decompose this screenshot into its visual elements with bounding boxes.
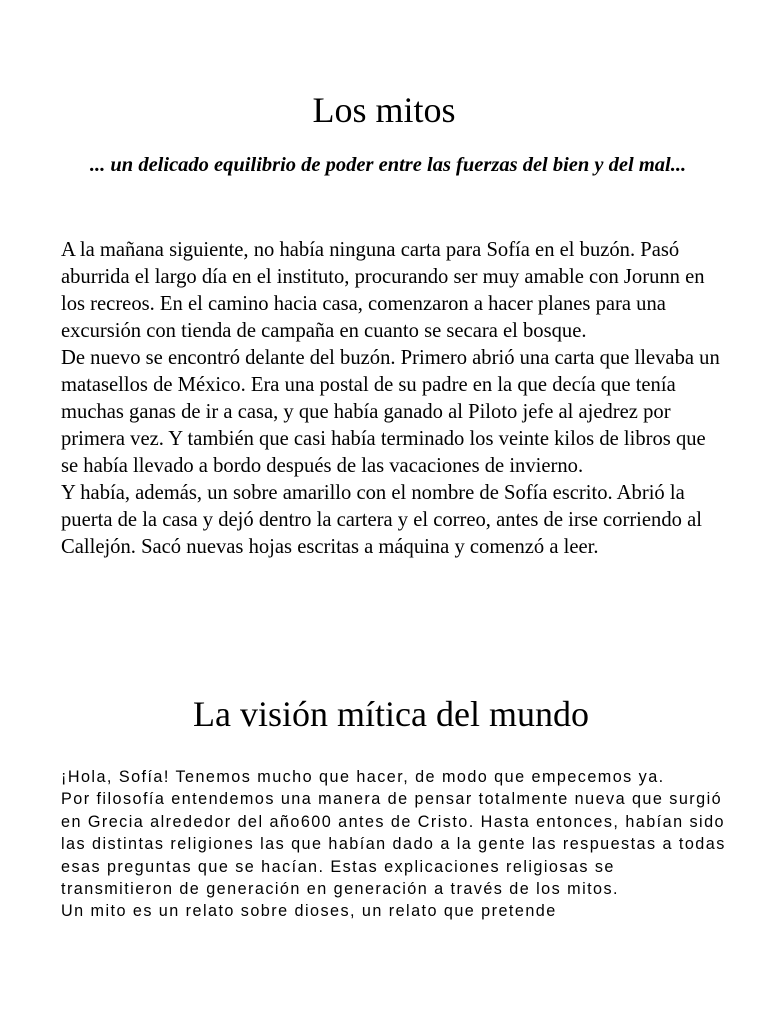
narrative-paragraph: Y había, además, un sobre amarillo con el nombre de Sofía escrito. Abrió la puerta de la casa y dejó dentro la cartera y el correo, antes de irse corriendo al Callejón. Sacó nuevas hojas escritas a máquina y comenzó a leer.: [61, 482, 702, 558]
chapter-title: Los mitos: [312, 90, 456, 130]
narrative-text: [61, 237, 721, 561]
narrative-paragraph: A la mañana siguiente, no había ninguna carta para Sofía en el buzón. Pasó aburrida el largo día en el instituto, procurando ser muy amable con Jorunn en los recreos. En el camino hacia casa, comenzaron a hacer planes para una excursión con tienda de campaña en cuanto se secara el bosque.: [61, 239, 705, 342]
typewritten-letter: [61, 766, 731, 923]
letter-paragraph: Por filosofía entendemos una manera de pensar totalmente nueva que surgió en Grecia alrededor del año600 antes de Cristo. Hasta entonces, habían sido las distintas religiones las que habían dado a la gente las respuestas a todas esas preguntas que se hacían. Estas explicaciones religiosas se transmitieron de generación en generación a través de los mitos.: [61, 790, 726, 899]
narrative-paragraph: De nuevo se encontró delante del buzón. Primero abrió una carta que llevaba un matasellos de México. Era una postal de su padre en la que decía que tenía muchas ganas de ir a casa, y que había ganado al Piloto jefe al ajedrez por primera vez. Y también que casi había terminado los veinte kilos de libros que se había llevado a bordo después de las vacaciones de invierno.: [61, 347, 720, 477]
section-title: La visión mítica del mundo: [193, 694, 589, 734]
letter-paragraph: ¡Hola, Sofía! Tenemos mucho que hacer, de modo que empecemos ya.: [61, 768, 665, 786]
letter-paragraph: Un mito es un relato sobre dioses, un relato que pretende: [61, 902, 557, 921]
chapter-epigraph: ... un delicado equilibrio de poder entre las fuerzas del bien y del mal...: [89, 154, 687, 176]
